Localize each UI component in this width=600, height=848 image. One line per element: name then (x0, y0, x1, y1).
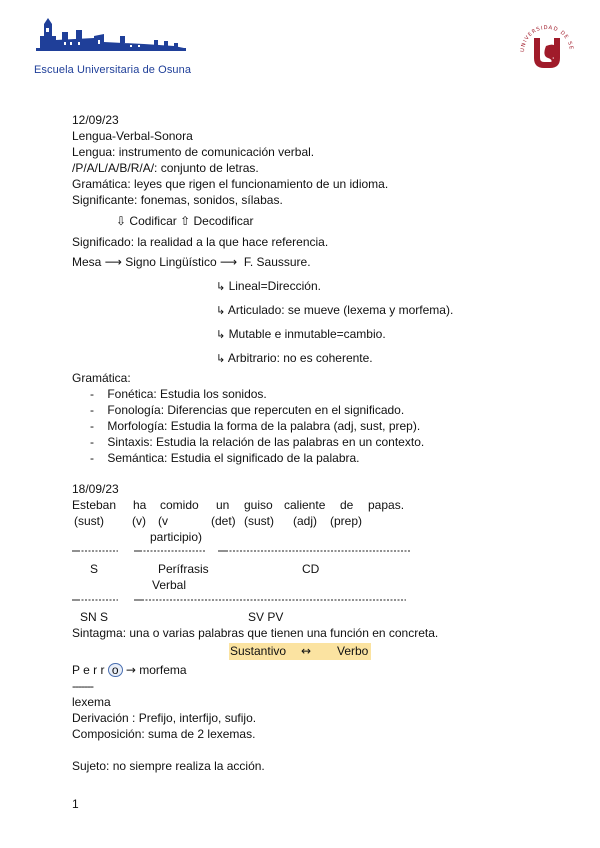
prop-item (216, 326, 386, 343)
word: guiso (244, 498, 273, 512)
saussure-label: F. Saussure. (243, 255, 311, 269)
circled-morpheme: o (108, 663, 123, 677)
escuela-logo (34, 14, 199, 80)
prop-text: Mutable e inmutable=cambio. (228, 327, 386, 341)
prop-text: Arbitrario: no es coherente. (227, 351, 373, 365)
word: Esteban (72, 498, 117, 512)
gramatica-title: Gramática: (72, 371, 131, 385)
label-perifrasis: Perífrasis (158, 562, 209, 576)
arrow-up-icon: ⇧ (180, 214, 191, 228)
universidad-seal (516, 16, 578, 78)
line-lengua: Lengua: instrumento de comunicación verbal. (72, 145, 315, 159)
word-tag: (v) (132, 514, 146, 528)
perro-prefix: P e r r (72, 663, 105, 677)
corner-arrow-icon: ↳ (216, 352, 226, 365)
word-tag: (sust) (244, 514, 274, 528)
lexema-label: lexema (72, 695, 111, 709)
line-composicion: Composición: suma de 2 lexemas. (72, 727, 256, 741)
word-tag: (det) (211, 514, 236, 528)
highlighted-pair (229, 643, 371, 660)
word-tag: (adj) (293, 514, 318, 528)
decodificar-label: Decodificar (193, 214, 254, 228)
label-verbal: Verbal (152, 578, 187, 592)
line-sintagma: Sintagma: una o varias palabras que tienen una función en concreta. (72, 626, 439, 640)
prop-item (216, 302, 453, 319)
corner-arrow-icon: ↳ (216, 328, 226, 341)
date-1: 12/09/23 (72, 113, 119, 127)
mesa-row (72, 254, 311, 270)
university-seal-icon (516, 16, 578, 78)
prop-item (216, 278, 321, 295)
perro-row (72, 662, 187, 678)
dash-line: ------- (72, 679, 93, 693)
prop-text: Lineal=Dirección. (228, 279, 321, 293)
castle-logo-icon (34, 14, 199, 62)
corner-arrow-icon: ↳ (216, 280, 226, 293)
word-tag: (v (158, 514, 168, 528)
line-palabra: /P/A/L/A/B/R/A/: conjunto de letras. (72, 161, 259, 175)
arrow-right-icon: → (125, 663, 136, 677)
label-s: S (90, 562, 99, 576)
line-derivacion: Derivación : Prefijo, interfijo, sufijo. (72, 711, 257, 725)
line-gramatica-def: Gramática: leyes que rigen el funcionamiento de un idioma. (72, 177, 389, 191)
separator-lines (72, 550, 412, 554)
word: un (216, 498, 230, 512)
word: caliente (284, 498, 326, 512)
word: papas. (368, 498, 405, 512)
seal-text: UNIVERSIDAD DE SE (519, 24, 574, 53)
date-2: 18/09/23 (72, 482, 119, 496)
corner-arrow-icon: ↳ (216, 304, 226, 317)
double-arrow-icon: ↔ (301, 644, 312, 658)
morfema-label: morfema (139, 663, 187, 677)
word-tag: (sust) (74, 514, 104, 528)
label-sv-pv: SV PV (248, 610, 284, 624)
word: comido (160, 498, 199, 512)
separator-lines (72, 599, 412, 603)
label-cd: CD (302, 562, 320, 576)
svg-text:UNIVERSIDAD DE SEVILLA (516, 16, 574, 52)
long-arrow-right-icon: ⟶ (104, 255, 122, 269)
line-significante: Significante: fonemas, sonidos, sílabas. (72, 193, 283, 207)
mesa-label: Mesa (72, 255, 102, 269)
line-significado: Significado: la realidad a la que hace referencia. (72, 235, 329, 249)
list-item: - Morfología: Estudia la forma de la palabra (adj, sust, prep). (90, 419, 421, 433)
word: de (340, 498, 354, 512)
prop-item (216, 350, 373, 367)
signo-label: Signo Lingüístico (125, 255, 217, 269)
codificar-label: Codificar (129, 214, 177, 228)
word-tag: participio) (150, 530, 203, 544)
sustantivo-label: Sustantivo (230, 644, 287, 658)
line-sujeto: Sujeto: no siempre realiza la acción. (72, 759, 265, 773)
label-sn-s: SN S (80, 610, 109, 624)
list-item: - Semántica: Estudia el significado de la palabra. (90, 451, 360, 465)
logo-caption: Escuela Universitaria de Osuna (34, 64, 192, 76)
word-tag: (prep) (330, 514, 363, 528)
codificar-row (116, 213, 254, 229)
long-arrow-right-icon: ⟶ (219, 255, 238, 269)
list-item: - Fonética: Estudia los sonidos. (90, 387, 267, 401)
arrow-down-icon: ⇩ (116, 214, 127, 228)
line-lvs: Lengua-Verbal-Sonora (72, 129, 193, 143)
word: ha (133, 498, 147, 512)
page-number: 1 (72, 797, 79, 811)
verbo-label: Verbo (337, 644, 369, 658)
list-item: - Sintaxis: Estudia la relación de las palabras en un contexto. (90, 435, 425, 449)
prop-text: Articulado: se mueve (lexema y morfema). (227, 303, 454, 317)
list-item: - Fonología: Diferencias que repercuten en el significado. (90, 403, 405, 417)
